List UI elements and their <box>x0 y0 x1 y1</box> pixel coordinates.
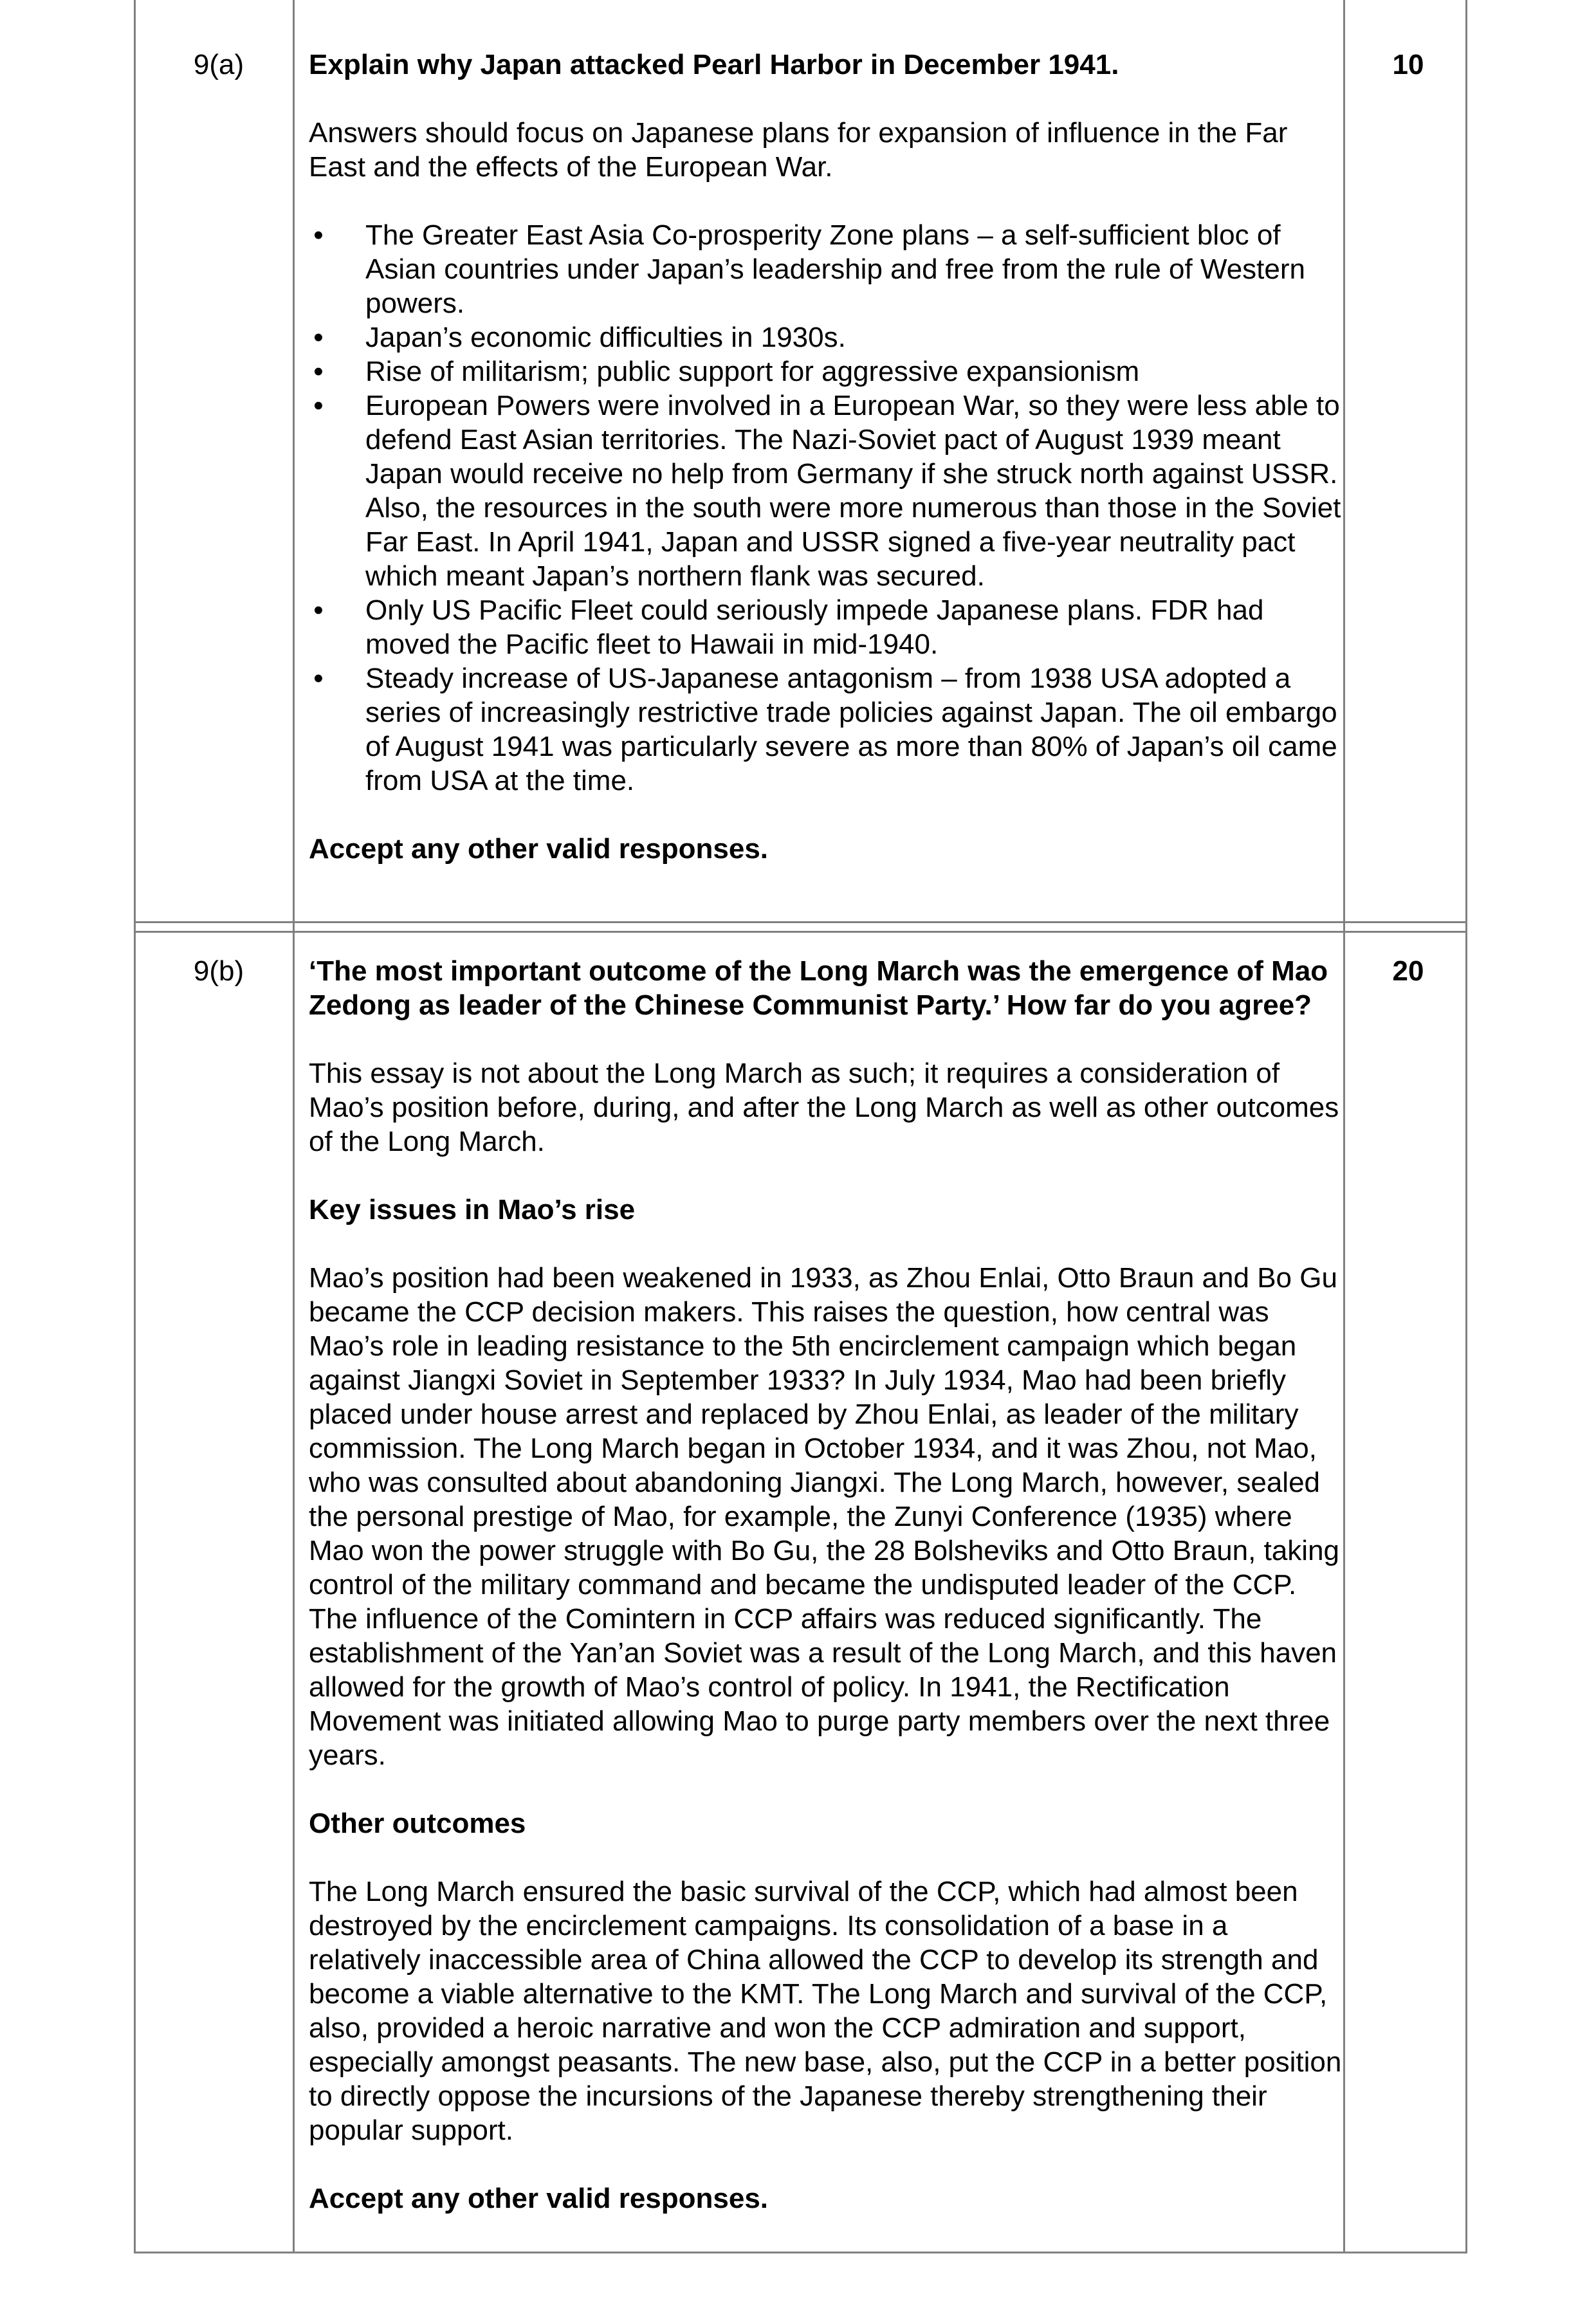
accept-note-9a: Accept any other valid responses. <box>309 833 769 865</box>
question-number-9a: 9(a) <box>193 49 244 80</box>
table-border-left <box>134 0 136 2253</box>
list-item-text: Only US Pacific Fleet could seriously impede Japanese plans. FDR had moved the Pacific fleet to Hawaii in mid-1940. <box>365 594 1264 660</box>
bullet-icon: • <box>313 390 324 421</box>
list-item <box>309 389 1344 593</box>
bullet-icon: • <box>313 219 324 251</box>
table-divider-number <box>293 0 295 2253</box>
guidance-intro-9b: This essay is not about the Long March as such; it requires a consideration of Mao’s position before, during, and after the Long March as well as other outcomes of the Long March. <box>309 1058 1339 1157</box>
list-item <box>309 218 1344 320</box>
list-item-text: Japan’s economic difficulties in 1930s. <box>365 322 846 353</box>
question-text-9b: ‘The most important outcome of the Long March was the emergence of Mao Zedong as leader of the Chinese Communist Party.’ How far do you agree? <box>309 955 1328 1021</box>
list-item <box>309 661 1344 798</box>
section-heading-other-outcomes: Other outcomes <box>309 1808 526 1839</box>
list-item <box>309 593 1344 661</box>
table-border-bottom <box>134 2252 1467 2253</box>
section-heading-mao-rise: Key issues in Mao’s rise <box>309 1194 636 1225</box>
list-item <box>309 320 1344 354</box>
question-marks-9b: 20 <box>1392 955 1424 987</box>
row-separator-bottom <box>134 931 1467 933</box>
bullet-icon: • <box>313 663 324 694</box>
bullet-icon: • <box>313 594 324 626</box>
question-text-9a: Explain why Japan attacked Pearl Harbor in December 1941. <box>309 49 1119 80</box>
list-item-text: The Greater East Asia Co-prosperity Zone plans – a self-sufficient bloc of Asian countries under Japan’s leadership and free from the rule of Western powers. <box>365 219 1305 319</box>
list-item-text: Steady increase of US-Japanese antagonism – from 1938 USA adopted a series of increasingly restrictive trade policies against Japan. The oil embargo of August 1941 was particularly severe as more than 80% of Japan’s oil came from USA at the time. <box>365 663 1337 796</box>
answer-content-9a <box>309 48 1344 866</box>
answer-content-9b <box>309 954 1344 2216</box>
paragraph-other-outcomes: The Long March ensured the basic survival of the CCP, which had almost been destroyed by the encirclement campaigns. Its consolidation of a base in a relatively inaccessible area of China allowed the CCP to develop its strength and become a viable alternative to the KMT. The Long March and survival of the CCP, also, provided a heroic narrative and won the CCP admiration and support, especially amongst peasants. The new base, also, put the CCP in a better position to directly oppose the incursions of the Japanese thereby strengthening their popular support. <box>309 1876 1342 2146</box>
bullet-icon: • <box>313 356 324 387</box>
bullet-icon: • <box>313 322 324 353</box>
list-item <box>309 354 1344 389</box>
question-number-9b: 9(b) <box>193 955 244 987</box>
accept-note-9b: Accept any other valid responses. <box>309 2183 769 2214</box>
paragraph-mao-rise: Mao’s position had been weakened in 1933, as Zhou Enlai, Otto Braun and Bo Gu became the CCP decision makers. This raises the question, how central was Mao’s role in leading resistance to the 5th encirclement campaign which began against Jiangxi Soviet in September 1933? In July 1934, Mao had been briefly placed under house arrest and replaced by Zhou Enlai, as leader of the military commission. The Long March began in October 1934, and it was Zhou, not Mao, who was consulted about abandoning Jiangxi. The Long March, however, sealed the personal prestige of Mao, for example, the Zunyi Conference (1935) where Mao won the power struggle with Bo Gu, the 28 Bolsheviks and Otto Braun, taking control of the military command and became the undisputed leader of the CCP. The influence of the Comintern in CCP affairs was reduced significantly. The establishment of the Yan’an Soviet was a result of the Long March, and this haven allowed for the growth of Mao’s control of policy. In 1941, the Rectification Movement was initiated allowing Mao to purge party members over the next three years. <box>309 1262 1340 1771</box>
list-item-text: Rise of militarism; public support for aggressive expansionism <box>365 356 1140 387</box>
list-item-text: European Powers were involved in a European War, so they were less able to defend East Asian territories. The Nazi-Soviet pact of August 1939 meant Japan would receive no help from Germany if she struck north against USSR. Also, the resources in the south were more numerous than those in the Soviet Far East. In April 1941, Japan and USSR signed a five-year neutrality pact which meant Japan’s northern flank was secured. <box>365 390 1341 592</box>
question-marks-9a: 10 <box>1392 49 1424 80</box>
guidance-intro-9a: Answers should focus on Japanese plans for expansion of influence in the Far East and the effects of the European War. <box>309 117 1288 183</box>
bullet-list-9a <box>309 218 1344 798</box>
row-separator-top <box>134 921 1467 923</box>
table-border-right <box>1465 0 1467 2253</box>
